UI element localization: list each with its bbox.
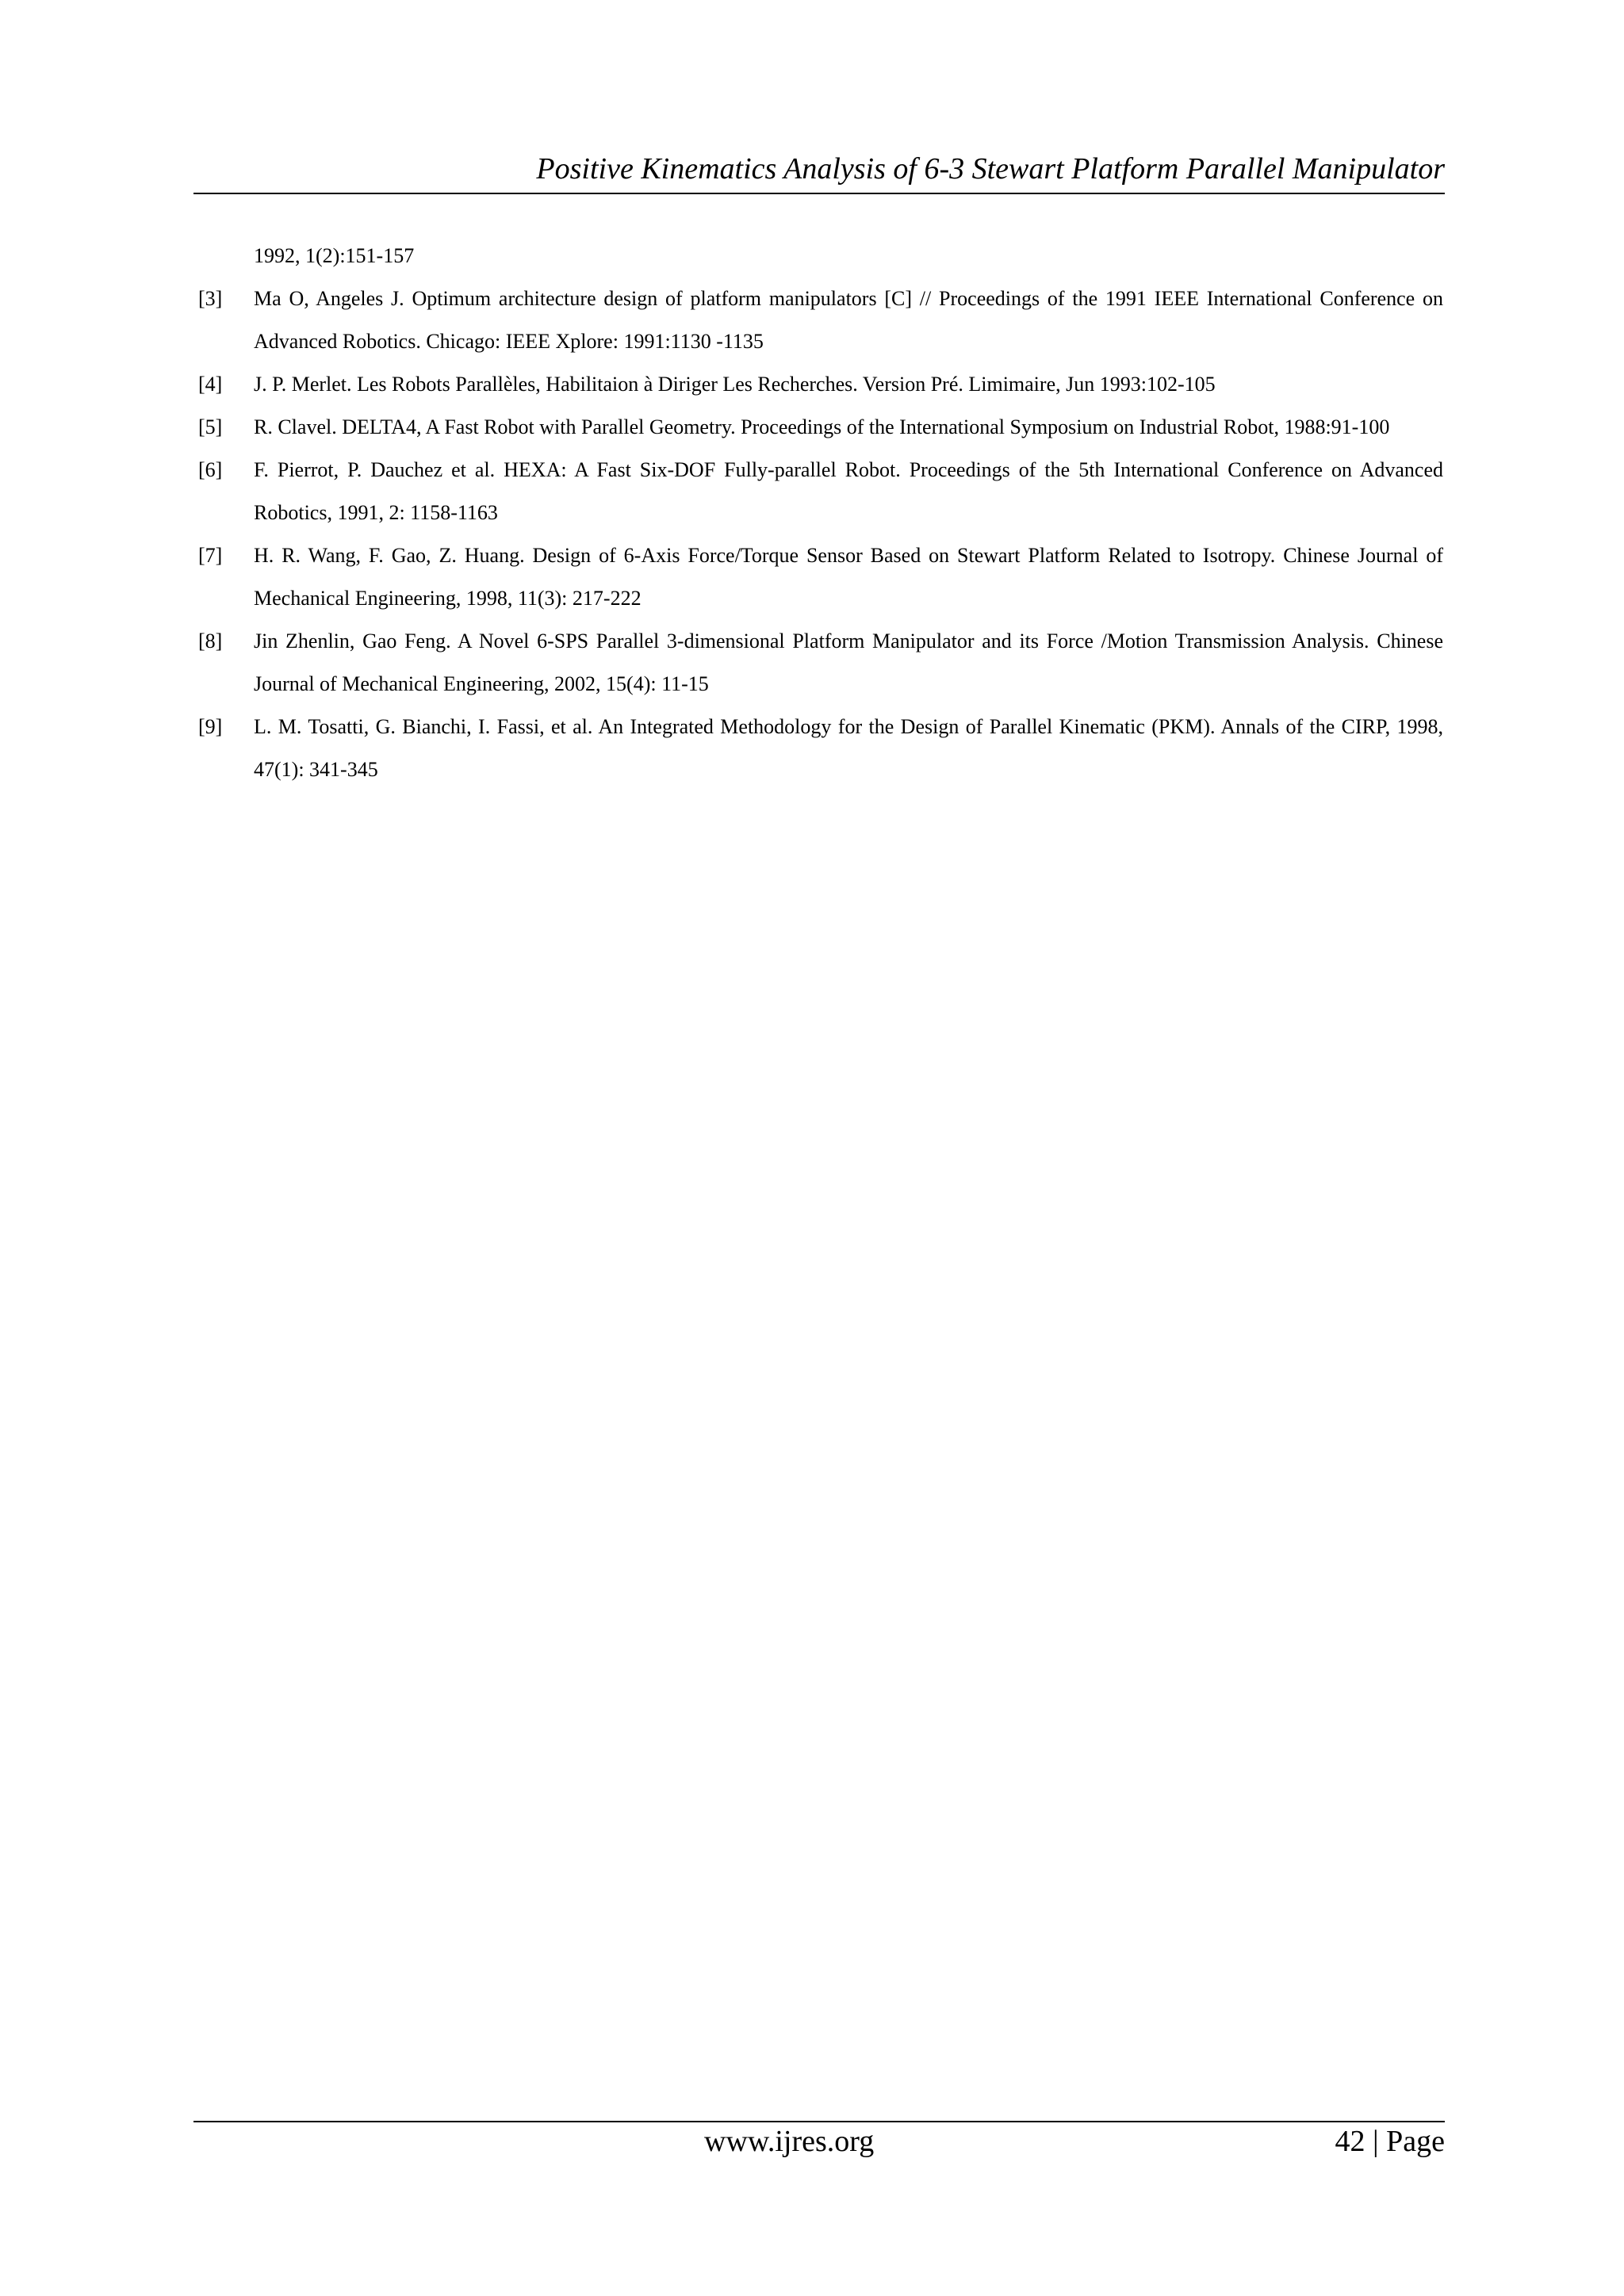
reference-text: F. Pierrot, P. Dauchez et al. HEXA: A Fast Six-DOF Fully-parallel Robot. Proceedings of the 5th International Conference on Advanced Robotics, 1991, 2: 1158-1163 xyxy=(254,458,1443,524)
reference-item-4 xyxy=(198,363,1443,406)
header-rule xyxy=(193,193,1445,194)
reference-continuation: 1992, 1(2):151-157 xyxy=(254,244,415,267)
running-header-title: Positive Kinematics Analysis of 6-3 Stewart Platform Parallel Manipulator xyxy=(536,152,1445,186)
reference-item-9 xyxy=(198,706,1443,791)
reference-text: Jin Zhenlin, Gao Feng. A Novel 6-SPS Parallel 3-dimensional Platform Manipulator and its Force /Motion Transmission Analysis. Chinese Journal of Mechanical Engineering, 2002, 15(4): 11-15 xyxy=(254,629,1443,695)
reference-text: R. Clavel. DELTA4, A Fast Robot with Parallel Geometry. Proceedings of the International Symposium on Industrial Robot, 1988:91-100 xyxy=(254,415,1390,438)
reference-number: [4] xyxy=(198,373,223,396)
reference-number: [7] xyxy=(198,544,223,567)
footer-url: www.ijres.org xyxy=(704,2125,875,2158)
reference-item-5 xyxy=(198,406,1443,449)
reference-item-6 xyxy=(198,449,1443,534)
reference-text: L. M. Tosatti, G. Bianchi, I. Fassi, et al. An Integrated Methodology for the Design of Parallel Kinematic (PKM). Annals of the CIRP, 1998, 47(1): 341-345 xyxy=(254,715,1443,781)
reference-item-7 xyxy=(198,534,1443,620)
reference-number: [9] xyxy=(198,715,223,738)
reference-text: H. R. Wang, F. Gao, Z. Huang. Design of 6-Axis Force/Torque Sensor Based on Stewart Platform Related to Isotropy. Chinese Journal of Mechanical Engineering, 1998, 11(3): 217-222 xyxy=(254,544,1443,610)
reference-number: [6] xyxy=(198,458,223,481)
reference-item-3 xyxy=(198,277,1443,363)
footer-page-number: 42 | Page xyxy=(1335,2125,1445,2158)
reference-number: [8] xyxy=(198,629,223,652)
reference-text: Ma O, Angeles J. Optimum architecture design of platform manipulators [C] // Proceedings of the 1991 IEEE International Conference on Advanced Robotics. Chicago: IEEE Xplore: 1991:1130 -1135 xyxy=(254,287,1443,353)
reference-text: J. P. Merlet. Les Robots Parallèles, Habilitaion à Diriger Les Recherches. Version Pré. Limimaire, Jun 1993:102-105 xyxy=(254,373,1216,396)
reference-list xyxy=(198,235,1443,791)
reference-item-8 xyxy=(198,620,1443,706)
reference-number: [5] xyxy=(198,415,223,438)
reference-number: [3] xyxy=(198,287,223,310)
